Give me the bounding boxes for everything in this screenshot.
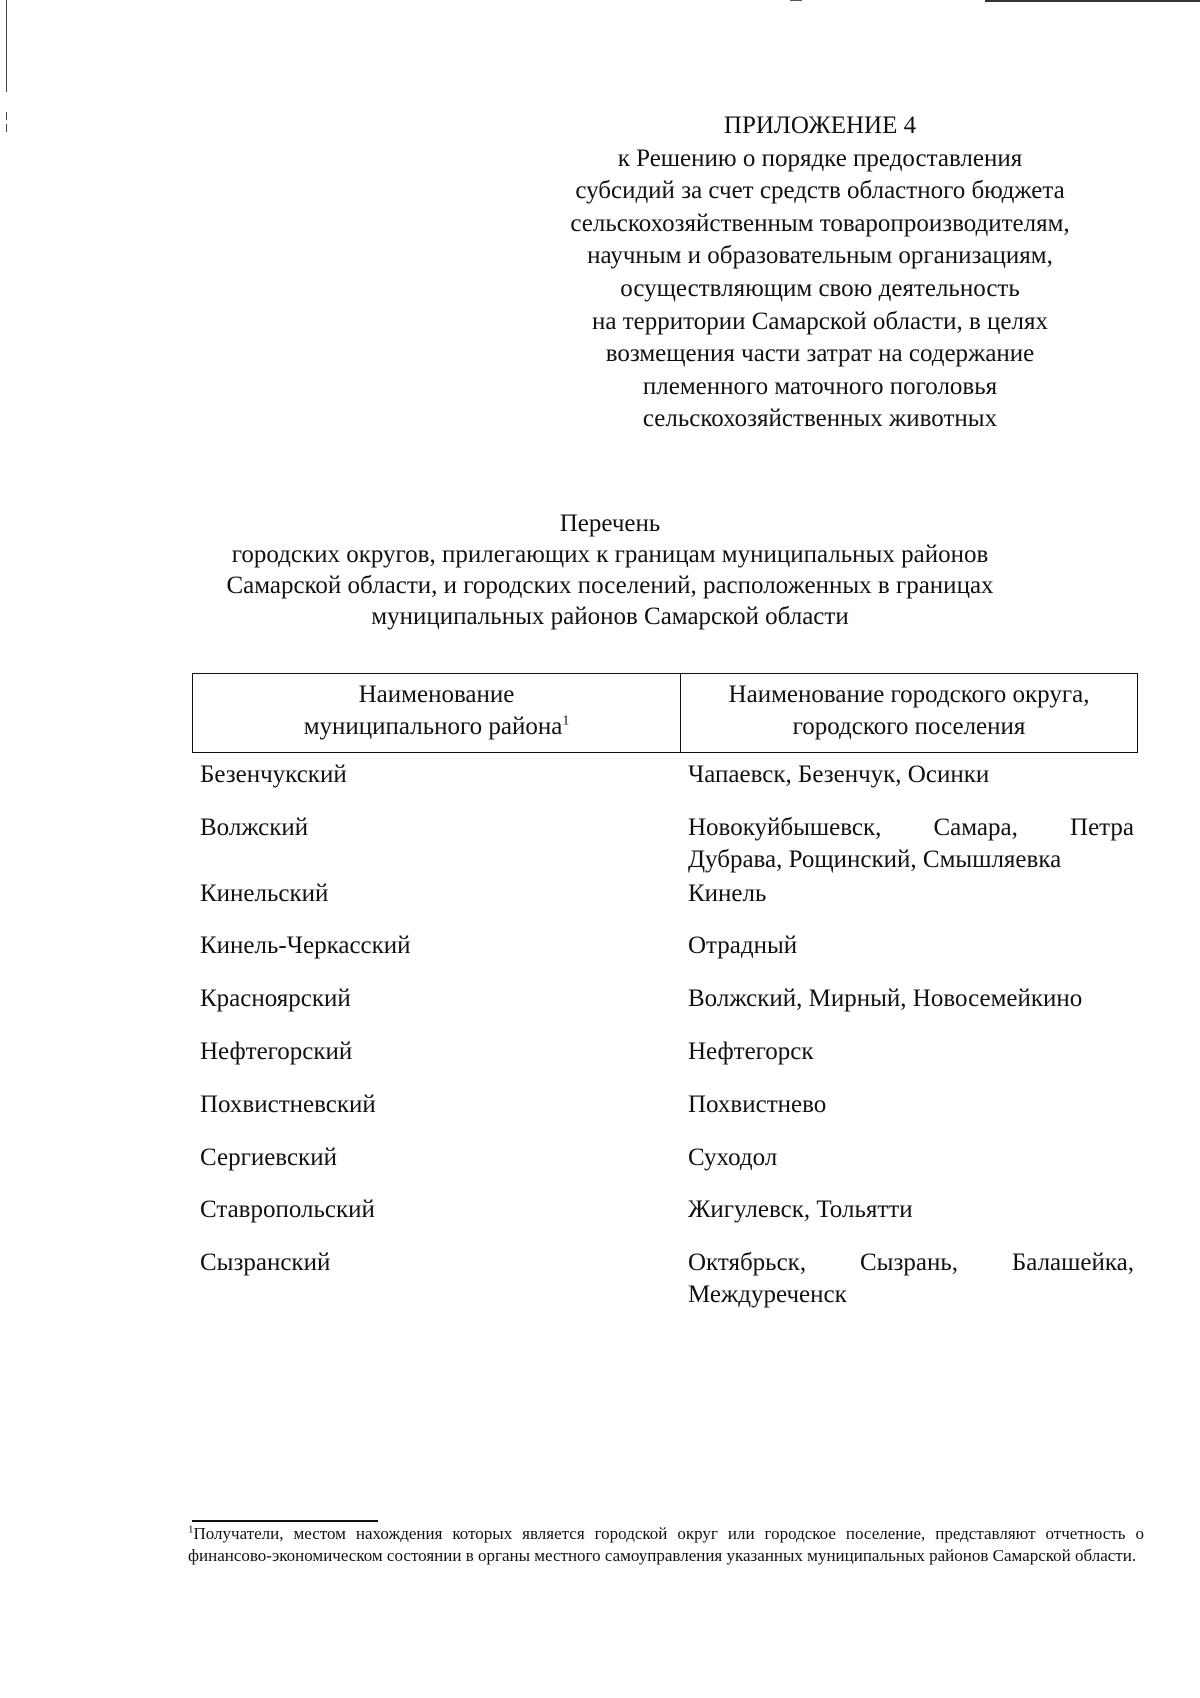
footnote-mark: 1 bbox=[188, 1523, 194, 1536]
appendix-line: сельскохозяйственным товаропроизводителям, bbox=[570, 209, 1070, 237]
district-cell: Сергиевский bbox=[200, 1144, 337, 1171]
cities-cell: Октябрьск, Сызрань, Балашейка, Междуреченск bbox=[688, 1249, 1134, 1308]
district-cell: Нефтегорский bbox=[200, 1038, 353, 1065]
appendix-line: племенного маточного поголовья bbox=[642, 372, 998, 400]
column-header-line: Наименование bbox=[358, 681, 515, 708]
column-header-cities bbox=[681, 674, 1137, 752]
column-header-text: муниципального района bbox=[303, 713, 563, 740]
list-title-line: Самарской области, и городских поселений, расположенных в границах bbox=[226, 572, 994, 599]
appendix-title: ПРИЛОЖЕНИЕ 4 bbox=[723, 112, 917, 139]
cities-cell: Новокуйбышевск, Самара, Петра Дубрава, Рощинский, Смышляевка bbox=[688, 814, 1134, 873]
scan-margin-line bbox=[6, 0, 7, 92]
scan-margin-mark bbox=[6, 112, 7, 120]
cities-cell: Жигулевск, Тольятти bbox=[688, 1196, 913, 1223]
cities-cell: Чапаевск, Безенчук, Осинки bbox=[688, 761, 990, 788]
cities-cell: Отрадный bbox=[688, 932, 798, 959]
cities-cell: Кинель bbox=[688, 880, 767, 907]
footnote-reference: 1 bbox=[562, 713, 570, 729]
district-cell: Кинель-Черкасский bbox=[200, 932, 411, 959]
scan-edge-mark bbox=[790, 0, 802, 1]
column-header-line: Наименование городского округа, bbox=[728, 681, 1090, 708]
cities-cell: Нефтегорск bbox=[688, 1038, 814, 1065]
footnote-text: Получатели, местом нахождения которых является городской округ или городское поселение, представляют отчетность о финансово-экономическом состоянии в органы местного самоуправления указанных муниципальных районов Самарской области. bbox=[188, 1524, 1144, 1565]
district-cell: Безенчукский bbox=[200, 761, 347, 788]
appendix-line: на территории Самарской области, в целях bbox=[592, 307, 1048, 335]
district-cell: Похвистневский bbox=[200, 1091, 376, 1118]
appendix-line: возмещения части затрат на содержание bbox=[605, 340, 1035, 368]
appendix-line: субсидий за счет средств областного бюджета bbox=[575, 177, 1065, 205]
footnote-separator bbox=[192, 1520, 378, 1522]
list-title-line: городских округов, прилегающих к границам муниципальных районов bbox=[231, 541, 989, 568]
district-cell: Красноярский bbox=[200, 985, 351, 1012]
district-cell: Кинельский bbox=[200, 880, 329, 907]
column-header-line: городского поселения bbox=[792, 713, 1026, 740]
district-cell: Сызранский bbox=[200, 1249, 331, 1276]
cities-cell: Похвистнево bbox=[688, 1091, 827, 1118]
district-cell: Ставропольский bbox=[200, 1196, 375, 1223]
list-title-line: муниципальных районов Самарской области bbox=[371, 603, 849, 630]
column-header-line bbox=[193, 711, 680, 743]
list-heading: Перечень bbox=[559, 510, 661, 537]
footnote bbox=[188, 1523, 1144, 1567]
list-title bbox=[150, 508, 1070, 632]
column-header-district bbox=[193, 674, 681, 752]
appendix-line: научным и образовательным организациям, bbox=[587, 242, 1053, 270]
appendix-line: сельскохозяйственных животных bbox=[642, 405, 998, 433]
table-header bbox=[192, 673, 1138, 753]
appendix-line: осуществляющим свою деятельность bbox=[620, 274, 1020, 302]
district-cell: Волжский bbox=[200, 814, 309, 841]
appendix-line: к Решению о порядке предоставления bbox=[617, 144, 1023, 172]
cities-cell: Суходол bbox=[688, 1144, 778, 1171]
scan-margin-mark bbox=[6, 124, 7, 132]
appendix-block bbox=[500, 110, 1140, 436]
cities-cell: Волжский, Мирный, Новосемейкино bbox=[688, 985, 1083, 1012]
scan-edge-line bbox=[985, 0, 1200, 2]
